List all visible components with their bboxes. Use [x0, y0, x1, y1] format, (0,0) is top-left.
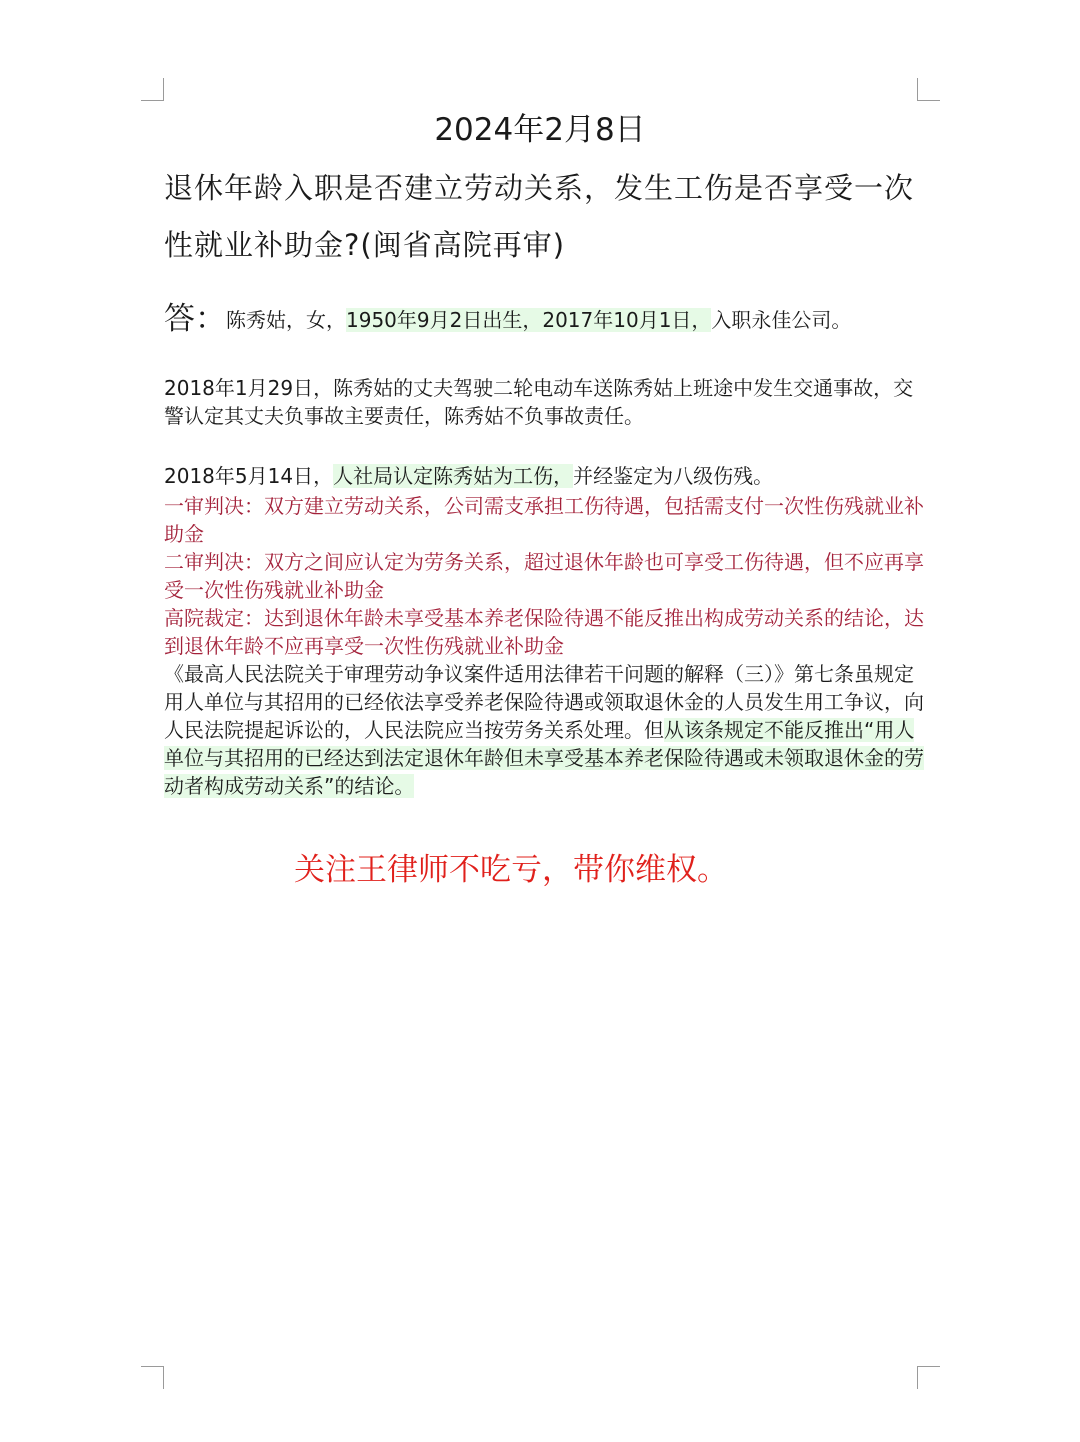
page-corner-mark	[917, 1366, 940, 1389]
answer-text: 陈秀姑，女，	[226, 308, 346, 332]
high-court-ruling: 高院裁定：达到退休年龄未享受基本养老保险待遇不能反推出构成劳动关系的结论，达到退休年龄不应再享受一次性伤残就业补助金	[164, 606, 924, 658]
injury-text: 2018年5月14日，	[164, 464, 334, 488]
injury-text: 并经鉴定为八级伤残。	[573, 464, 774, 488]
page-corner-mark	[141, 78, 164, 101]
interpretation-highlight: 从该条规定不能反推出“用人单位与其招用的已经达到法定退休年龄但未享受基本养老保险待遇或未领取退休金的劳动者构成劳动关系”的结论。	[164, 718, 924, 798]
call-to-action: 关注王律师不吃亏，带你维权。	[294, 852, 728, 888]
first-trial-judgment: 一审判决：双方建立劳动关系，公司需支承担工伤待遇，包括需支付一次性伤残就业补助金	[164, 494, 924, 546]
page-corner-mark	[141, 1366, 164, 1389]
document-date: 2024年2月8日	[434, 112, 646, 148]
interpretation-paragraph	[164, 660, 924, 800]
answer-highlight: 1950年9月2日出生，2017年10月1日，	[346, 308, 712, 332]
answer-text: 入职永佳公司。	[711, 308, 852, 332]
interpretation-text: 《最高人民法院关于审理劳动争议案件适用法律若干问题的解释（三）》第七条虽规定用人单位与其招用的已经依法享受养老保险待遇或领取退休金的人员发生用工争议，向人民法院提起诉讼的，人民法院应当按劳务关系处理。但	[164, 662, 924, 742]
injury-paragraph	[164, 462, 924, 490]
page-corner-mark	[917, 78, 940, 101]
answer-label: 答：	[164, 301, 226, 337]
answer-paragraph	[164, 296, 924, 343]
injury-highlight: 人社局认定陈秀姑为工伤，	[333, 464, 574, 488]
second-trial-judgment: 二审判决：双方之间应认定为劳务关系，超过退休年龄也可享受工伤待遇，但不应再享受一次性伤残就业补助金	[164, 550, 924, 602]
document-title: 退休年龄入职是否建立劳动关系，发生工伤是否享受一次性就业补助金?(闽省高院再审)	[164, 171, 915, 262]
accident-paragraph: 2018年1月29日，陈秀姑的丈夫驾驶二轮电动车送陈秀姑上班途中发生交通事故，交警认定其丈夫负事故主要责任，陈秀姑不负事故责任。	[164, 376, 914, 428]
